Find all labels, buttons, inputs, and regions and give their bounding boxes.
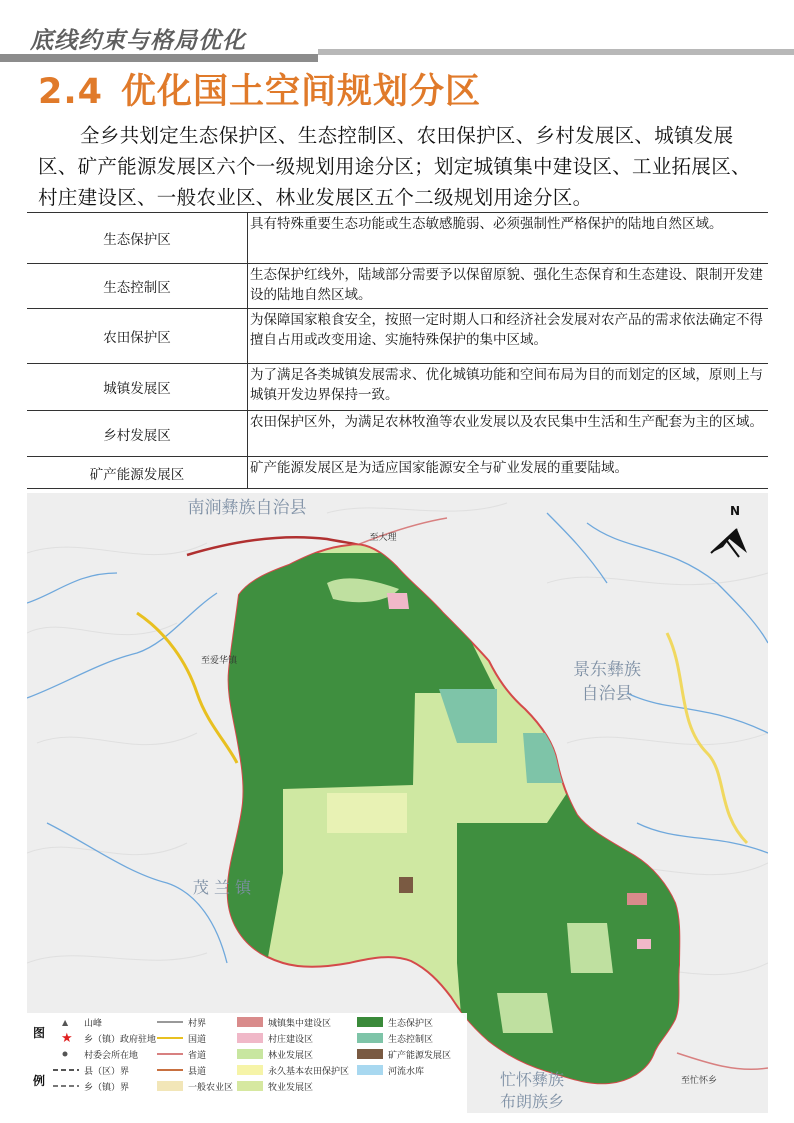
zone-table bbox=[27, 212, 768, 489]
legend-label: 永久基本农田保护区 bbox=[268, 1067, 350, 1077]
header-bar-light bbox=[318, 49, 794, 55]
table-row bbox=[27, 309, 768, 364]
legend-symbol bbox=[357, 1033, 383, 1043]
legend-symbol bbox=[237, 1017, 263, 1027]
zone-name: 乡村发展区 bbox=[27, 411, 248, 457]
legend-symbol bbox=[63, 1052, 68, 1057]
label-jingdong-1: 景东彝族 bbox=[573, 660, 641, 680]
label-manghuai-1: 忙怀彝族 bbox=[499, 1070, 565, 1089]
table-row bbox=[27, 213, 768, 264]
label-nanjian: 南涧彝族自治县 bbox=[187, 498, 307, 518]
legend-label: 县道 bbox=[188, 1067, 207, 1077]
legend-label: 一般农业区 bbox=[188, 1083, 234, 1093]
label-to-aihua: 至爱华镇 bbox=[200, 656, 238, 666]
label-maolan: 茂 兰 镇 bbox=[192, 878, 252, 897]
zone-desc: 为保障国家粮食安全，按照一定时期人口和经济社会发展对农产品的需求依法确定不得擅自占用或改变用途、实施特殊保护的集中区域。 bbox=[248, 309, 769, 364]
north-label: N bbox=[729, 504, 741, 518]
legend-label: 国道 bbox=[188, 1035, 207, 1045]
zone-desc: 为了满足各类城镇发展需求、优化城镇功能和空间布局为目的而划定的区域，原则上与城镇开发边界保持一致。 bbox=[248, 364, 769, 411]
legend-symbol bbox=[237, 1049, 263, 1059]
legend-symbol bbox=[237, 1065, 263, 1075]
section-title bbox=[38, 64, 481, 114]
label-manghuai-2: 布朗族乡 bbox=[499, 1092, 565, 1111]
legend-label: 生态控制区 bbox=[388, 1035, 434, 1045]
legend-label: 牧业发展区 bbox=[268, 1083, 314, 1093]
zone-name: 矿产能源发展区 bbox=[27, 457, 248, 489]
legend-label: 县（区）界 bbox=[84, 1067, 130, 1077]
zone-name: 生态保护区 bbox=[27, 213, 248, 264]
legend-label: 河流水库 bbox=[388, 1067, 425, 1077]
legend-label: 省道 bbox=[188, 1051, 207, 1061]
legend-title-top: 图 bbox=[33, 1026, 46, 1040]
legend-label: 村委会所在地 bbox=[84, 1051, 139, 1061]
legend-label: 乡（镇）政府驻地 bbox=[84, 1035, 157, 1045]
zone-name: 城镇发展区 bbox=[27, 364, 248, 411]
legend-label: 矿产能源发展区 bbox=[388, 1051, 452, 1061]
zone-name: 农田保护区 bbox=[27, 309, 248, 364]
section-number: 2.4 bbox=[38, 72, 104, 112]
legend-label: 城镇集中建设区 bbox=[268, 1019, 332, 1029]
zoning-map bbox=[27, 493, 768, 1113]
legend-label: 生态保护区 bbox=[388, 1019, 434, 1029]
legend-symbol: ★ bbox=[61, 1031, 73, 1046]
intro-paragraph: 全乡共划定生态保护区、生态控制区、农田保护区、乡村发展区、城镇发展区、矿产能源发展区六个一级规划用途分区；划定城镇集中建设区、工业拓展区、村庄建设区、一般农业区、林业发展区五个二级规划用途分区。 bbox=[38, 124, 751, 209]
header-title: 底线约束与格局优化 bbox=[30, 28, 246, 54]
table-row bbox=[27, 264, 768, 309]
header-bar-dark bbox=[0, 54, 318, 62]
legend-label: 村界 bbox=[188, 1019, 207, 1029]
zone-name: 生态控制区 bbox=[27, 264, 248, 309]
zone-desc: 具有特殊重要生态功能或生态敏感脆弱、必须强制性严格保护的陆地自然区域。 bbox=[248, 213, 769, 264]
legend-symbol bbox=[237, 1081, 263, 1091]
label-jingdong-2: 自治县 bbox=[581, 684, 633, 704]
legend-label: 乡（镇）界 bbox=[84, 1083, 130, 1093]
legend-title-bottom: 例 bbox=[33, 1074, 46, 1088]
legend-symbol bbox=[357, 1065, 383, 1075]
label-to-manghuai: 至忙怀乡 bbox=[680, 1076, 718, 1086]
section-title-text: 优化国土空间规划分区 bbox=[121, 72, 482, 112]
label-to-dali: 至大理 bbox=[369, 533, 397, 543]
table-row bbox=[27, 411, 768, 457]
legend-symbol bbox=[237, 1033, 263, 1043]
legend-symbol bbox=[357, 1017, 383, 1027]
zone-desc: 矿产能源发展区是为适应国家能源安全与矿业发展的重要陆域。 bbox=[248, 457, 769, 489]
table-row bbox=[27, 457, 768, 489]
legend-symbol: ▲ bbox=[62, 1018, 69, 1027]
legend-label: 山峰 bbox=[84, 1019, 103, 1029]
legend-symbol bbox=[357, 1049, 383, 1059]
zone-desc: 农田保护区外，为满足农林牧渔等农业发展以及农民集中生活和生产配套为主的区域。 bbox=[248, 411, 769, 457]
legend-symbol bbox=[157, 1081, 183, 1091]
legend-label: 林业发展区 bbox=[268, 1051, 314, 1061]
legend-label: 村庄建设区 bbox=[268, 1035, 314, 1045]
table-row bbox=[27, 364, 768, 411]
zone-desc: 生态保护红线外，陆域部分需要予以保留原貌、强化生态保育和生态建设、限制开发建设的陆地自然区域。 bbox=[248, 264, 769, 309]
